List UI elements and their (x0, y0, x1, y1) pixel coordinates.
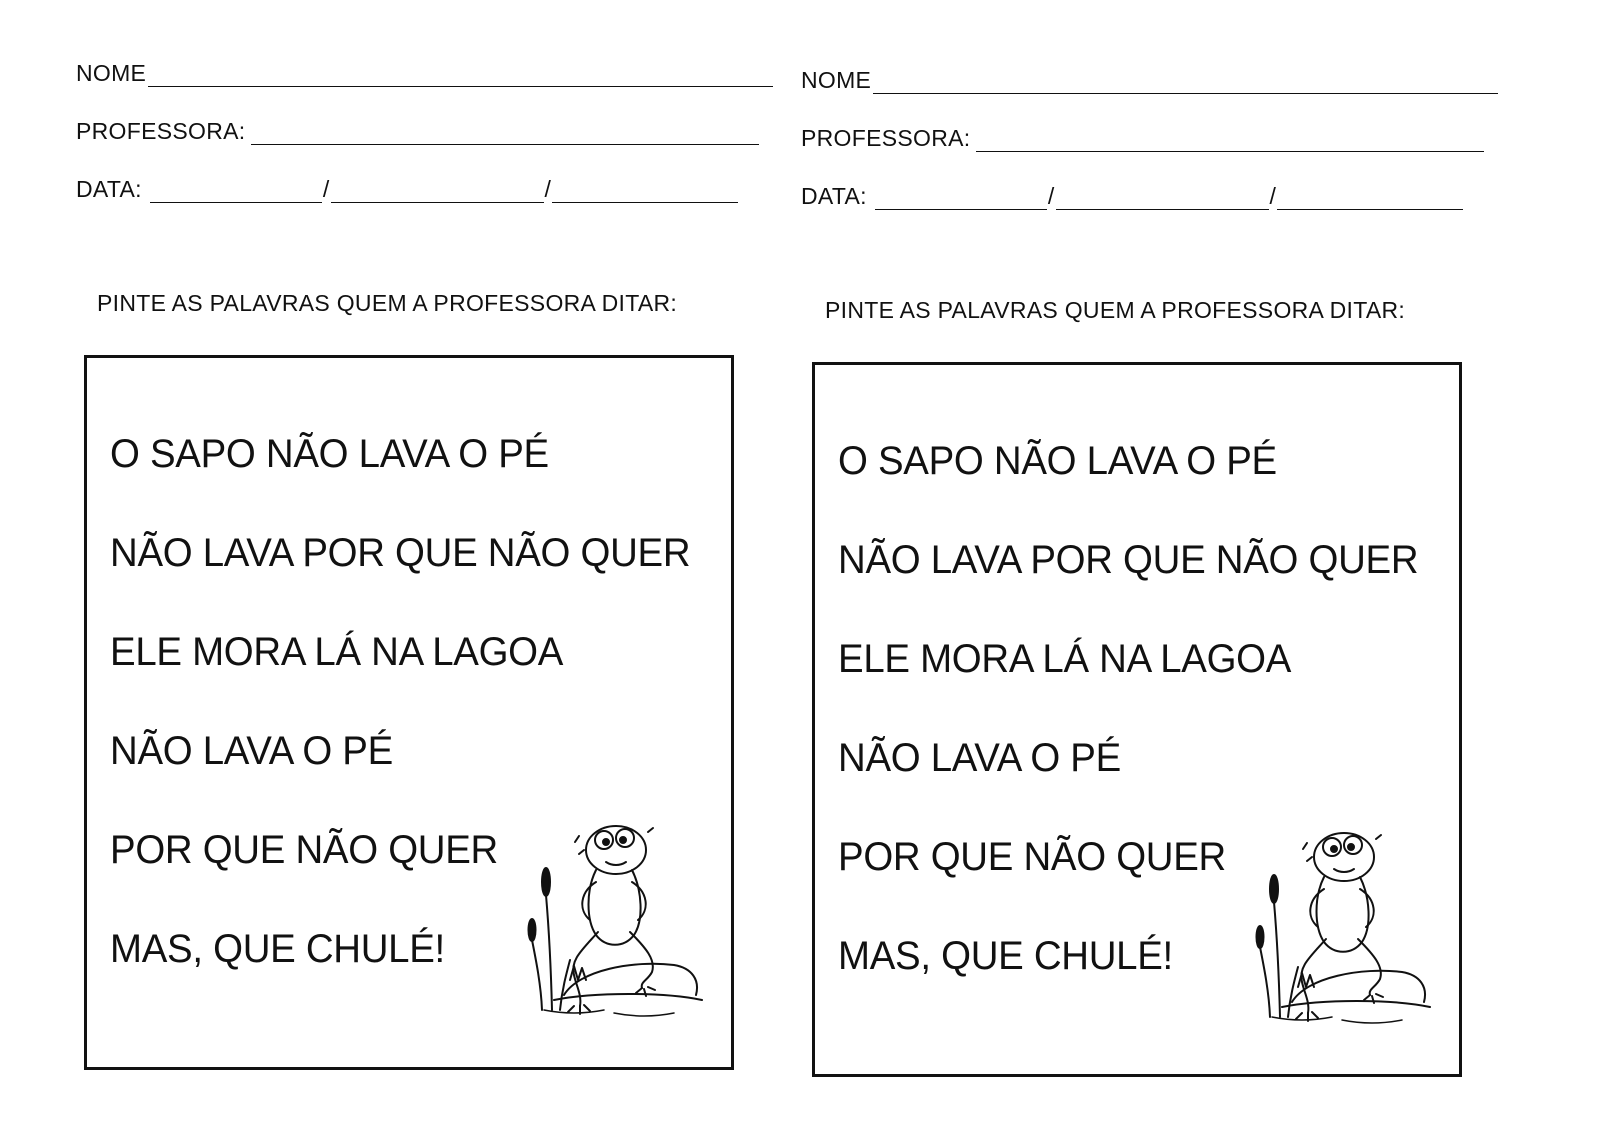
date-field (801, 183, 1463, 210)
name-label: NOME (76, 60, 147, 86)
date-day-line[interactable] (875, 189, 1047, 210)
poem-line-6[interactable]: MAS, QUE CHULÉ! (838, 934, 1173, 978)
poem-line-2[interactable]: NÃO LAVA POR QUE NÃO QUER (110, 531, 691, 575)
name-field (801, 67, 1498, 94)
date-separator: / (544, 176, 552, 202)
poem-line-4[interactable]: NÃO LAVA O PÉ (110, 729, 393, 773)
poem-line-5[interactable]: POR QUE NÃO QUER (110, 828, 498, 872)
date-separator: / (1269, 183, 1277, 209)
name-blank-line[interactable] (873, 73, 1498, 94)
poem-line-6[interactable]: MAS, QUE CHULÉ! (110, 927, 445, 971)
name-label: NOME (801, 67, 872, 93)
date-day-line[interactable] (150, 182, 322, 203)
worksheet-right (725, 0, 1525, 1131)
teacher-field (76, 118, 759, 145)
poem-box (812, 362, 1462, 1077)
date-field (76, 176, 738, 203)
poem-line-1[interactable]: O SAPO NÃO LAVA O PÉ (110, 432, 549, 476)
poem-line-4[interactable]: NÃO LAVA O PÉ (838, 736, 1121, 780)
date-separator: / (322, 176, 330, 202)
date-label: DATA: (801, 183, 867, 209)
teacher-label: PROFESSORA: (801, 125, 971, 151)
poem-line-1[interactable]: O SAPO NÃO LAVA O PÉ (838, 439, 1277, 483)
teacher-field (801, 125, 1484, 152)
poem-line-2[interactable]: NÃO LAVA POR QUE NÃO QUER (838, 538, 1419, 582)
teacher-blank-line[interactable] (976, 131, 1484, 152)
date-month-line[interactable] (331, 182, 544, 203)
teacher-blank-line[interactable] (251, 124, 759, 145)
frog-icon (1252, 817, 1432, 1027)
date-year-line[interactable] (552, 182, 738, 203)
poem-line-3[interactable]: ELE MORA LÁ NA LAGOA (110, 630, 564, 674)
instruction-text: PINTE AS PALAVRAS QUEM A PROFESSORA DITAR: (97, 290, 678, 316)
date-label: DATA: (76, 176, 142, 202)
date-month-line[interactable] (1056, 189, 1269, 210)
teacher-label: PROFESSORA: (76, 118, 246, 144)
poem-line-5[interactable]: POR QUE NÃO QUER (838, 835, 1226, 879)
frog-icon (524, 810, 704, 1020)
date-year-line[interactable] (1277, 189, 1463, 210)
instruction-text: PINTE AS PALAVRAS QUEM A PROFESSORA DITAR: (825, 297, 1406, 323)
poem-box (84, 355, 734, 1070)
poem-line-3[interactable]: ELE MORA LÁ NA LAGOA (838, 637, 1292, 681)
date-separator: / (1047, 183, 1055, 209)
name-field (76, 60, 773, 87)
name-blank-line[interactable] (148, 66, 773, 87)
